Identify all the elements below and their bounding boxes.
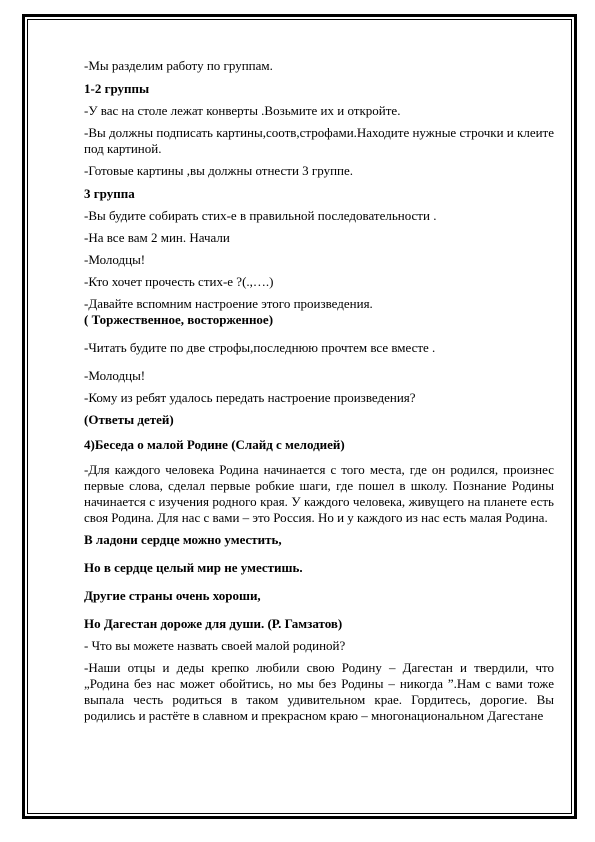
text-line: -Вы будите собирать стих-е в правильной последовательности . bbox=[84, 208, 437, 223]
answers-note: (Ответы детей) bbox=[84, 412, 174, 427]
section-heading: 4)Беседа о малой Родине (Слайд с мелодией) bbox=[84, 437, 345, 452]
text-line: -Готовые картины ,вы должны отнести 3 группе. bbox=[84, 163, 354, 178]
text-line: -Молодцы! bbox=[84, 252, 146, 267]
poem-line: В ладони сердце можно уместить, bbox=[84, 532, 282, 547]
text-paragraph: -Вы должны подписать картины,соотв,строфами.Находите нужные строчки и клеите под картиной. bbox=[84, 125, 554, 156]
text-paragraph: -Наши отцы и деды крепко любили свою Родину – Дагестан и твердили, что „Родина без нас может обойтись, но мы без Родины – никогда ”.Нам с вами тоже выпала честь родиться в таком удивительном крае. Гордитесь, дорогие. Вы родились и растёте в славном и прекрасном краю – многонациональном Дагестане bbox=[84, 660, 554, 723]
group-heading: 1-2 группы bbox=[84, 81, 150, 96]
text-paragraph: -Для каждого человека Родина начинается с того места, где он родился, произнес первые слова, сделал первые робкие шаги, где пошел в школу. Познание Родины начинается с изучения родного края. У каждого человека, живущего на планете есть своя Родина. Для нас с вами – это Россия. Но и у каждого из нас есть малая Родина. bbox=[84, 462, 554, 525]
poem-line: Другие страны очень хороши, bbox=[84, 588, 261, 603]
text-line: - Что вы можете назвать своей малой родиной? bbox=[84, 638, 346, 653]
text-line: -Кто хочет прочесть стих-е ?(.,….) bbox=[84, 274, 274, 289]
text-line: -У вас на столе лежат конверты .Возьмите их и откройте. bbox=[84, 103, 401, 118]
poem-line: Но Дагестан дороже для души. (Р. Гамзатов) bbox=[84, 616, 343, 631]
mood-answer: ( Торжественное, восторженное) bbox=[84, 312, 274, 327]
text-line: -На все вам 2 мин. Начали bbox=[84, 230, 230, 245]
document-body bbox=[84, 58, 554, 724]
group-heading: 3 группа bbox=[84, 186, 135, 201]
text-line: -Кому из ребят удалось передать настроение произведения? bbox=[84, 390, 416, 405]
text-line: -Давайте вспомним настроение этого произведения. bbox=[84, 296, 373, 311]
text-line: -Читать будите по две строфы,последнюю прочтем все вместе . bbox=[84, 340, 436, 355]
text-line: -Мы разделим работу по группам. bbox=[84, 58, 273, 73]
text-line: -Молодцы! bbox=[84, 368, 146, 383]
poem-line: Но в сердце целый мир не уместишь. bbox=[84, 560, 303, 575]
